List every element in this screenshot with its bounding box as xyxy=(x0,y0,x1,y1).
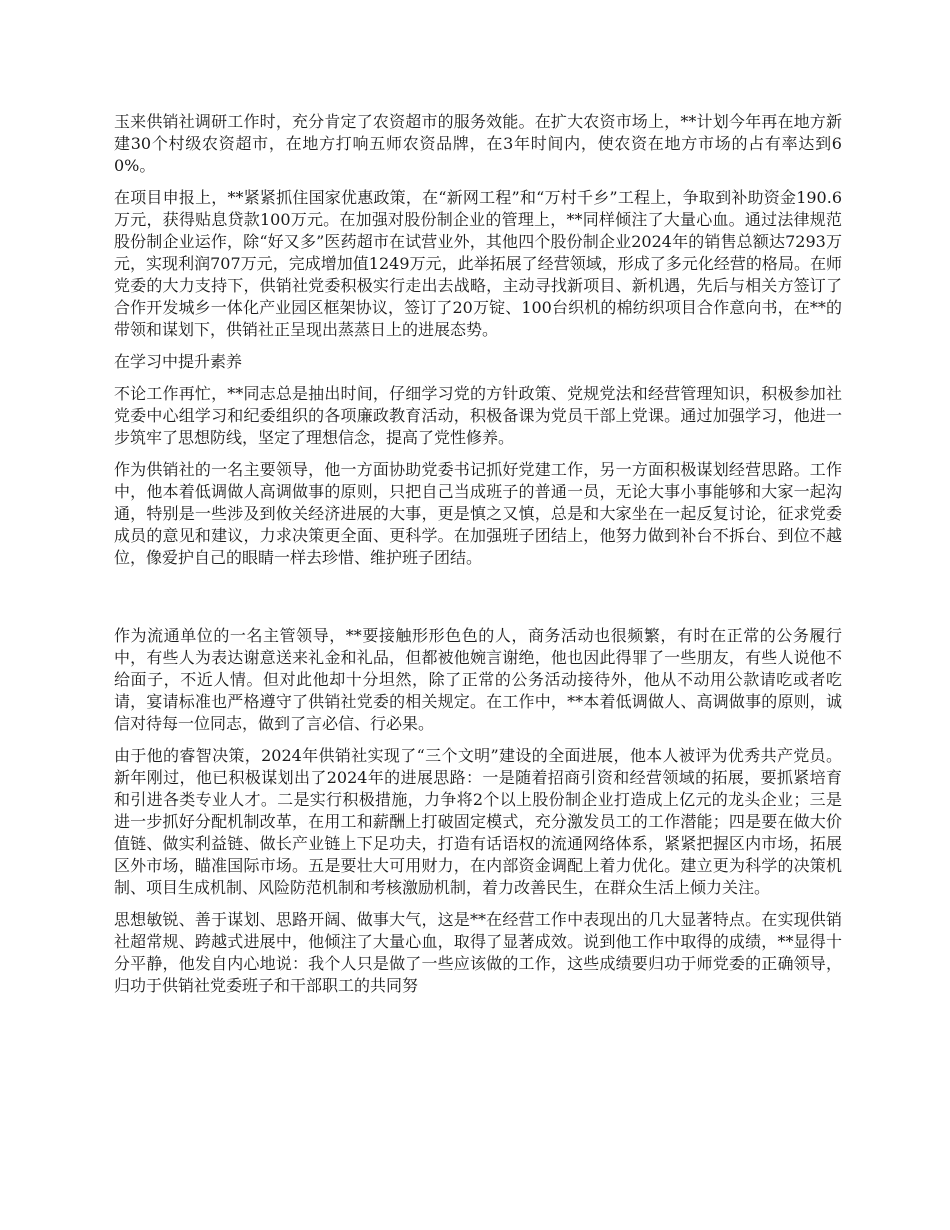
paragraph: 玉来供销社调研工作时，充分肯定了农资超市的服务效能。在扩大农资市场上，**计划今年再在地方新建30个村级农资超市，在地方打响五师农资品牌，在3年时间内，使农资在地方市场的占有率达到60%。 xyxy=(114,112,842,175)
paragraph: 由于他的睿智决策，2024年供销社实现了“三个文明”建设的全面进展，他本人被评为优秀共产党员。新年刚过，他已积极谋划出了2024年的进展思路：一是随着招商引资和经营领域的拓展，要抓紧培育和引进各类专业人才。二是实行积极措施，力争将2个以上股份制企业打造成上亿元的龙头企业；三是进一步抓好分配机制改革，在用工和薪酬上打破固定模式，充分激发员工的工作潜能；四是要在做大价值链、做实利益链、做长产业链上下足功夫，打造有话语权的流通网络体系，紧紧把握区内市场，拓展区外市场，瞄准国际市场。五是要壮大可用财力，在内部资金调配上着力优化。建立更为科学的决策机制、项目生成机制、风险防范机制和考核激励机制，着力改善民生，在群众生活上倾力关注。 xyxy=(114,746,842,897)
paragraph: 在项目申报上，**紧紧抓住国家优惠政策，在“新网工程”和“万村千乡”工程上，争取到补助资金190.6万元，获得贴息贷款100万元。在加强对股份制企业的管理上，**同样倾注了大量心血。通过法律规范股份制企业运作，除“好又多”医药超市在试营业外，其他四个股份制企业2024年的销售总额达7293万元，实现利润707万元，完成增加值1249万元，此举拓展了经营领域，形成了多元化经营的格局。在师党委的大力支持下，供销社党委积极实行走出去战略，主动寻找新项目、新机遇，先后与相关方签订了合作开发城乡一体化产业园区框架协议，签订了20万锭、100台织机的棉纺织项目合作意向书，在**的带领和谋划下，供销社正呈现出蒸蒸日上的进展态势。 xyxy=(114,188,842,339)
paragraph: 作为流通单位的一名主管领导，**要接触形形色色的人，商务活动也很频繁，有时在正常的公务履行中，有些人为表达谢意送来礼金和礼品，但都被他婉言谢绝，他也因此得罪了一些朋友，有些人说他不给面子，不近人情。但对此他却十分坦然，除了正常的公务活动接待外，他从不动用公款请吃或者吃请，宴请标准也严格遵守了供销社党委的相关规定。在工作中，**本着低调做人、高调做事的原则，诚信对待每一位同志，做到了言必信、行必果。 xyxy=(114,626,842,733)
paragraph: 不论工作再忙，**同志总是抽出时间，仔细学习党的方针政策、党规党法和经营管理知识，积极参加社党委中心组学习和纪委组织的各项廉政教育活动，积极备课为党员干部上党课。通过加强学习，他进一步筑牢了思想防线，坚定了理想信念，提高了党性修养。 xyxy=(114,384,842,447)
section-gap xyxy=(114,579,842,625)
section-heading: 在学习中提升素养 xyxy=(114,352,243,371)
document-body xyxy=(114,111,842,1007)
paragraph: 作为供销社的一名主要领导，他一方面协助党委书记抓好党建工作，另一方面积极谋划经营思路。工作中，他本着低调做人高调做事的原则，只把自己当成班子的普通一员，无论大事小事能够和大家一起沟通，特别是一些涉及到攸关经济进展的大事，更是慎之又慎，总是和大家坐在一起反复讨论，征求党委成员的意见和建议，力求决策更全面、更科学。在加强班子团结上，他努力做到补台不拆台、到位不越位，像爱护自己的眼睛一样去珍惜、维护班子团结。 xyxy=(114,460,842,567)
paragraph: 思想敏锐、善于谋划、思路开阔、做事大气，这是**在经营工作中表现出的几大显著特点。在实现供销社超常规、跨越式进展中，他倾注了大量心血，取得了显著成效。说到他工作中取得的成绩，**显得十分平静，他发自内心地说：我个人只是做了一些应该做的工作，这些成绩要归功于师党委的正确领导，归功于供销社党委班子和干部职工的共同努 xyxy=(114,910,842,995)
